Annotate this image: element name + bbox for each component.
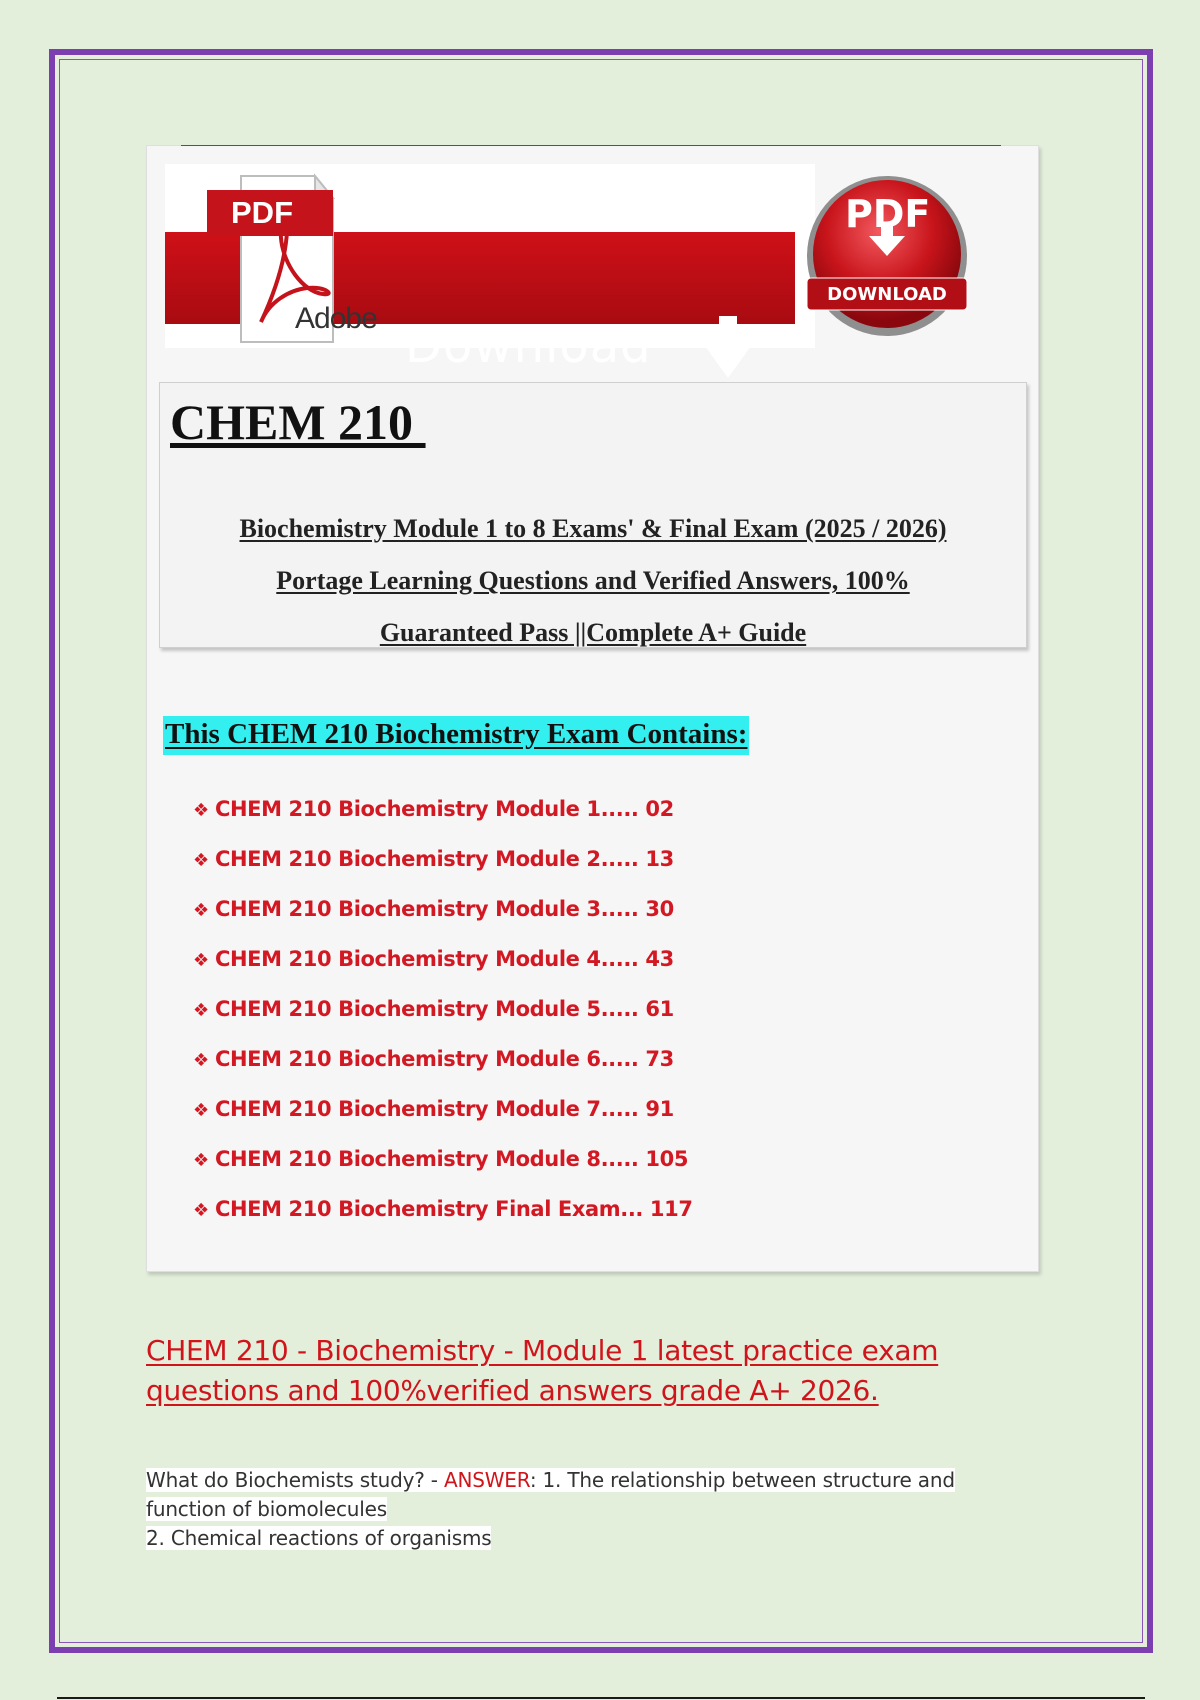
panel-top-rule [181,145,1001,146]
contents-item[interactable] [193,884,693,934]
contents-item-label: CHEM 210 Biochemistry Module 4..... 43 [215,947,674,971]
badge-pdf-label: PDF [845,192,931,236]
cover-panel [146,145,1039,1272]
adobe-label: Adobe [295,302,377,335]
contents-item-label: CHEM 210 Biochemistry Module 1..... 02 [215,797,674,821]
title-box [159,382,1027,648]
contents-item-label: CHEM 210 Biochemistry Final Exam... 117 [215,1197,693,1221]
contents-heading: This CHEM 210 Biochemistry Exam Contains: [163,716,749,755]
contents-item-label: CHEM 210 Biochemistry Module 2..... 13 [215,847,674,871]
diamond-dots-icon: ❖ [193,900,209,921]
footer-rule [57,1697,1145,1699]
contents-item[interactable] [193,834,693,884]
diamond-dots-icon: ❖ [193,1200,209,1221]
contents-item-label: CHEM 210 Biochemistry Module 6..... 73 [215,1047,674,1071]
contents-item[interactable] [193,984,693,1034]
pdf-download-badge[interactable] [797,164,977,348]
contents-item[interactable] [193,784,693,834]
contents-list [193,784,693,1234]
arrow-down-icon [703,316,753,380]
course-subtitle [160,503,1026,659]
diamond-dots-icon: ❖ [193,1050,209,1071]
section-heading[interactable] [146,1331,1046,1411]
diamond-dots-icon: ❖ [193,850,209,871]
contents-item-label: CHEM 210 Biochemistry Module 8..... 105 [215,1147,689,1171]
diamond-dots-icon: ❖ [193,1100,209,1121]
contents-item-label: CHEM 210 Biochemistry Module 5..... 61 [215,997,674,1021]
contents-item-label: CHEM 210 Biochemistry Module 3..... 30 [215,897,674,921]
diamond-dots-icon: ❖ [193,800,209,821]
question-text: What do Biochemists study? - [146,1468,444,1492]
answer-text: function of biomolecules [146,1497,387,1521]
answer-label: ANSWER [443,1468,530,1492]
pdf-document-icon [203,172,377,344]
contents-item[interactable] [193,1184,693,1234]
section-heading-line: CHEM 210 - Biochemistry - Module 1 latest practice exam [146,1334,939,1367]
download-banner[interactable] [165,164,815,374]
subtitle-line: Portage Learning Questions and Verified Answers, 100% [276,566,910,595]
badge-download-label: DOWNLOAD [827,284,947,305]
pdf-tag: PDF [207,190,333,236]
contents-item[interactable] [193,1134,693,1184]
section-heading-line: questions and 100%verified answers grade A+ 2026. [146,1374,879,1407]
download-label: Download [405,318,652,374]
contents-item[interactable] [193,1034,693,1084]
answer-text: : 1. The relationship between structure and [529,1468,955,1492]
diamond-dots-icon: ❖ [193,1000,209,1021]
answer-text: 2. Chemical reactions of organisms [146,1526,492,1550]
diamond-dots-icon: ❖ [193,950,209,971]
question-answer [146,1466,1046,1553]
contents-item[interactable] [193,1084,693,1134]
contents-item[interactable] [193,934,693,984]
diamond-dots-icon: ❖ [193,1150,209,1171]
subtitle-line: Guaranteed Pass ||Complete A+ Guide [379,618,807,647]
course-code-title: CHEM 210 [170,394,426,450]
contents-item-label: CHEM 210 Biochemistry Module 7..... 91 [215,1097,674,1121]
subtitle-line: Biochemistry Module 1 to 8 Exams' & Final Exam (2025 / 2026) [239,514,947,543]
